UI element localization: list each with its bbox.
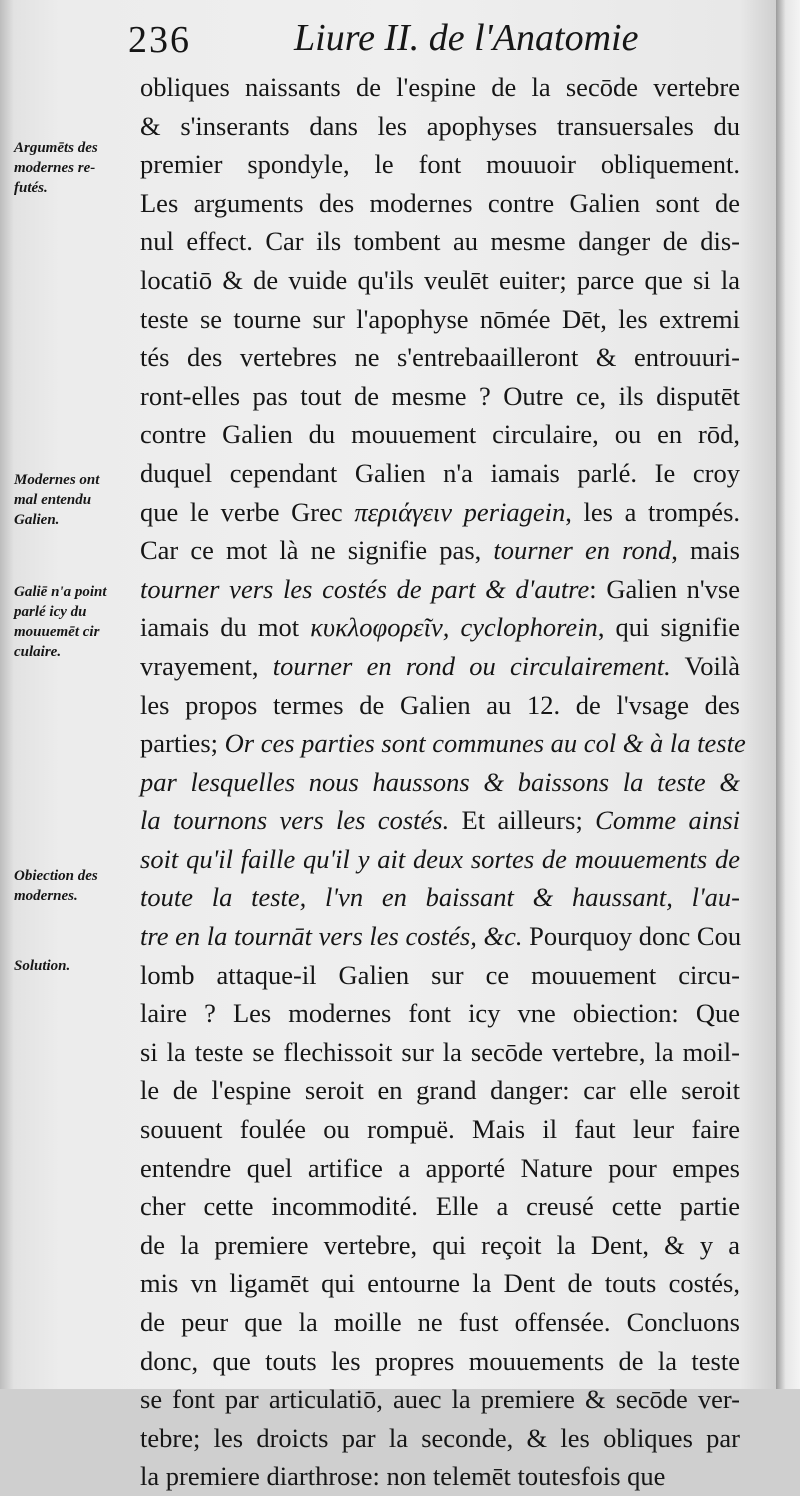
- margin-note-line: Galien.: [14, 512, 60, 528]
- text-line: [140, 570, 740, 609]
- italic-text: tourner vers les costés de part & d'autre: [140, 573, 590, 604]
- roman-text: laire ? Les modernes font icy vne obiection: Que: [140, 998, 740, 1029]
- roman-text: Et ailleurs;: [449, 805, 596, 836]
- roman-text: mis vn ligamēt qui entourne la Dent de touts costés,: [140, 1268, 740, 1299]
- italic-text: κυκλοφορεῖν, cyclophorein: [310, 612, 598, 643]
- text-line: [140, 994, 740, 1033]
- roman-text: teste se tourne sur l'apophyse nōmée Dēt, les extremi: [140, 303, 740, 334]
- roman-text: si la teste se flechissoit sur la secōde vertebre, la moil-: [140, 1036, 740, 1067]
- text-line: [140, 1264, 740, 1303]
- roman-text: se font par articulatiō, auec la premiere & secōde ver-: [140, 1384, 740, 1415]
- text-line: [140, 917, 740, 956]
- margin-note: [14, 956, 140, 976]
- margin-note: [14, 138, 140, 198]
- body-text: [140, 68, 746, 1496]
- text-line: [140, 454, 740, 493]
- text-line: [140, 608, 740, 647]
- roman-text: obliques naissants de l'espine de la secōde vertebre: [140, 72, 740, 102]
- text-line: [140, 1457, 740, 1496]
- roman-text: entendre quel artifice a apporté Nature pour empes: [140, 1152, 740, 1183]
- margin-note-line: Obiection des: [14, 868, 98, 884]
- roman-text: Voilà: [670, 650, 740, 681]
- roman-text: , mais: [671, 535, 740, 566]
- margin-note-line: Solution.: [14, 958, 71, 974]
- text-line: [140, 686, 740, 725]
- roman-text: vrayement,: [140, 650, 273, 681]
- text-line: [140, 1303, 740, 1342]
- text-line: [140, 68, 740, 107]
- margin-note-line: modernes.: [14, 888, 78, 904]
- text-line: [140, 840, 740, 879]
- text-line: [140, 1149, 740, 1188]
- italic-text: la tournons vers les costés.: [140, 805, 450, 836]
- margin-note-line: mal entendu: [14, 492, 92, 508]
- text-line: [140, 338, 740, 377]
- roman-text: locatiō & de vuide qu'ils veulēt euiter; parce que si la: [140, 264, 740, 295]
- roman-text: souuent foulée ou rompuë. Mais il faut leur faire: [140, 1114, 740, 1145]
- text-line: [140, 377, 740, 416]
- roman-text: Pourquoy donc Cou: [522, 921, 742, 952]
- text-line: [140, 1110, 740, 1149]
- margin-note: [14, 866, 140, 906]
- margin-note: [14, 470, 140, 530]
- margin-note-line: mouuemēt cir: [14, 624, 100, 640]
- italic-text: tourner en rond ou circulairement.: [272, 650, 671, 681]
- roman-text: nul effect. Car ils tombent au mesme danger de dis-: [140, 226, 740, 257]
- text-line: [140, 1342, 740, 1381]
- margin-note-line: Argumēts des: [14, 140, 98, 156]
- text-line: [140, 1071, 740, 1110]
- text-line: [140, 300, 740, 339]
- text-line: [140, 1380, 740, 1419]
- text-line: [140, 878, 740, 917]
- text-line: [140, 415, 740, 454]
- roman-text: les propos termes de Galien au 12. de l'vsage des: [140, 689, 740, 720]
- roman-text: contre Galien du mouuement circulaire, ou en rōd,: [140, 419, 740, 450]
- margin-note-line: futés.: [14, 180, 48, 196]
- margin-note-line: culaire.: [14, 644, 62, 660]
- roman-text: , qui signifie: [597, 612, 740, 643]
- roman-text: : Galien n'vse: [589, 573, 740, 604]
- roman-text: duquel cependant Galien n'a iamais parlé. Ie croy: [140, 457, 740, 488]
- margin-note-line: Galiē n'a point: [14, 584, 107, 600]
- roman-text: le de l'espine seroit en grand danger: car elle seroit: [140, 1075, 740, 1106]
- text-line: [140, 647, 740, 686]
- roman-text: parties;: [140, 728, 225, 759]
- margin-note-line: modernes re-: [14, 160, 96, 176]
- roman-text: tebre; les droicts par la seconde, & les obliques par: [140, 1422, 740, 1453]
- roman-text: Car ce mot là ne signifie pas,: [140, 535, 494, 566]
- text-line: [140, 184, 740, 223]
- roman-text: , les a trompés.: [565, 496, 741, 527]
- italic-text: par lesquelles nous haussons & baissons la teste &: [140, 766, 740, 797]
- margin-note-line: parlé icy du: [14, 604, 87, 620]
- text-line: [140, 261, 740, 300]
- italic-text: Comme ainsi: [595, 805, 740, 836]
- text-line: [140, 222, 740, 261]
- italic-text: tourner en rond: [493, 535, 672, 566]
- italic-text: toute la teste, l'vn en baissant & haussant, l'au-: [140, 882, 740, 913]
- margin-note: [14, 582, 140, 662]
- italic-text: περιάγειν periagein: [354, 496, 566, 527]
- roman-text: & s'inserants dans les apophyses transuersales du: [140, 110, 740, 141]
- text-line: [140, 801, 740, 840]
- page-number: 236: [128, 19, 191, 61]
- text-line: [140, 1187, 740, 1226]
- roman-text: la premiere diarthrose: non telemēt toutesfois que: [140, 1461, 666, 1492]
- margin-note-line: Modernes ont: [14, 472, 100, 488]
- italic-text: soit qu'il faille qu'il y ait deux sortes de mouuements de: [140, 843, 740, 874]
- text-line: [140, 1419, 740, 1458]
- page-edge: [776, 0, 800, 1389]
- text-line: [140, 1033, 740, 1072]
- text-line: [140, 1226, 740, 1265]
- roman-text: lomb attaque-il Galien sur ce mouuement circu-: [140, 959, 740, 990]
- text-line: [140, 724, 746, 763]
- roman-text: tés des vertebres ne s'entrebaailleront & entrouuri-: [140, 342, 740, 373]
- running-title: Liure II. de l'Anatomie: [294, 17, 639, 59]
- text-line: [140, 493, 740, 532]
- text-line: [140, 956, 740, 995]
- text-line: [140, 145, 740, 184]
- roman-text: premier spondyle, le font mouuoir obliquement.: [140, 149, 740, 180]
- roman-text: de la premiere vertebre, qui reçoit la Dent, & y a: [140, 1229, 740, 1260]
- roman-text: iamais du mot: [140, 612, 311, 643]
- roman-text: que le verbe Grec: [140, 496, 355, 527]
- roman-text: donc, que touts les propres mouuements de la teste: [140, 1345, 740, 1376]
- roman-text: ront-elles pas tout de mesme ? Outre ce, ils disputēt: [140, 380, 740, 411]
- roman-text: cher cette incommodité. Elle a creusé cette partie: [140, 1191, 740, 1222]
- italic-text: tre en la tournāt vers les costés, &c.: [140, 921, 523, 952]
- text-line: [140, 763, 740, 802]
- roman-text: de peur que la moille ne fust offensée. Concluons: [140, 1307, 740, 1337]
- italic-text: Or ces parties sont communes au col & à la teste: [224, 728, 746, 759]
- roman-text: Les arguments des modernes contre Galien sont de: [140, 187, 740, 218]
- text-line: [140, 531, 740, 570]
- text-line: [140, 107, 740, 146]
